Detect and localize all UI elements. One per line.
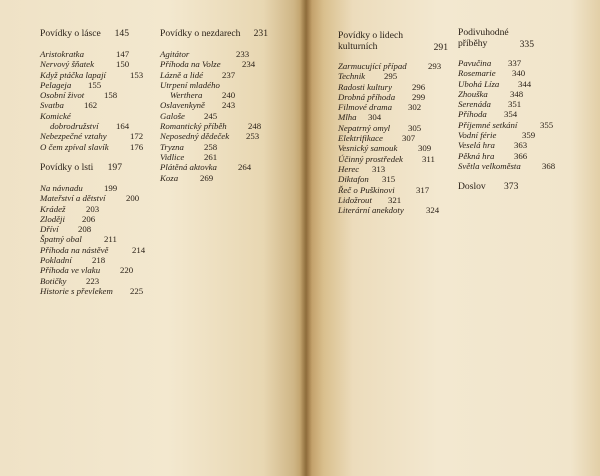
section-heading-failures [160, 28, 280, 39]
entry-page-number: 248 [248, 121, 262, 132]
toc-entry [338, 92, 468, 102]
entry-page-number: 324 [426, 205, 440, 216]
toc-entry [338, 133, 468, 143]
entry-title: Lidožrout [338, 194, 372, 205]
entry-page-number: 363 [514, 140, 528, 151]
section-title-continuation: příběhy [458, 38, 488, 49]
toc-entry [338, 61, 468, 71]
entry-title: Drobná příhoda [338, 91, 396, 102]
entry-title: Aristokratka [40, 49, 84, 59]
section-page-number: 335 [519, 39, 534, 50]
entry-page-number: 155 [88, 79, 102, 90]
entry-page-number: 368 [542, 160, 556, 171]
section-title: Povídky o lidech [338, 30, 404, 41]
entry-title: Zhouška [458, 88, 488, 99]
entry-page-number: 225 [130, 285, 144, 296]
entry-title: Komické [40, 110, 71, 121]
entry-title: Osobní život [40, 90, 85, 101]
section-heading-wonderful-stories [458, 27, 588, 51]
entry-page-number: 234 [242, 59, 256, 70]
entry-title: Příhoda na Volze [160, 59, 221, 70]
entry-page-number: 214 [132, 244, 146, 255]
entry-title: Řeč o Puškinovi [338, 184, 395, 195]
entry-title: Technik [338, 71, 366, 82]
toc-column-4 [458, 27, 588, 192]
entry-page-number: 307 [402, 133, 416, 144]
toc-entry [40, 265, 160, 275]
entry-page-number: 269 [200, 172, 214, 183]
entry-title: Pokladní [40, 255, 72, 266]
toc-entry [338, 195, 468, 205]
section-heading-cultured-people [338, 30, 468, 54]
entry-title: Filmové drama [338, 102, 392, 113]
entry-title-continuation: dobrodružství [50, 121, 99, 132]
entry-page-number: 264 [238, 162, 252, 173]
entry-page-number: 218 [92, 255, 106, 266]
toc-entry [40, 100, 160, 110]
entry-page-number: 311 [422, 153, 435, 164]
entry-title: Plátěná aktovka [160, 162, 217, 173]
section-title: Povídky o lsti [40, 161, 94, 173]
entry-title: Herec [338, 163, 360, 174]
toc-entry [40, 286, 160, 296]
entry-title: Příhoda na nástěvě [40, 244, 109, 255]
afterword-title: Doslov [458, 181, 486, 193]
entry-page-number: 237 [222, 69, 236, 80]
entry-page-number: 199 [104, 182, 118, 193]
entry-page-number: 206 [82, 213, 96, 224]
right-page [306, 0, 600, 476]
entry-title: Vodní férie [458, 130, 497, 141]
section-title: Povídky o nezdarech [160, 28, 241, 39]
entry-title: Rosemarie [458, 68, 496, 79]
toc-entry [40, 111, 160, 132]
section-page-number: 231 [253, 28, 268, 39]
toc-column-1 [40, 28, 160, 296]
toc-entry [40, 193, 160, 203]
entry-page-number: 313 [372, 163, 386, 174]
toc-entry [40, 131, 160, 141]
toc-entry [338, 82, 468, 92]
entry-list [338, 61, 468, 215]
entry-title: Vidlice [160, 151, 185, 162]
entry-page-number: 176 [130, 141, 144, 152]
toc-entry [40, 245, 160, 255]
entry-page-number: 164 [116, 121, 130, 132]
entry-page-number: 240 [222, 90, 236, 101]
entry-page-number: 245 [204, 110, 218, 121]
entry-title: Radosti kultury [338, 81, 392, 92]
toc-entry [458, 130, 588, 140]
entry-page-number: 147 [116, 49, 130, 59]
entry-page-number: 366 [514, 150, 528, 161]
entry-title: Elektrifikace [338, 133, 383, 144]
toc-entry [160, 49, 280, 59]
toc-entry [160, 59, 280, 69]
entry-page-number: 344 [518, 78, 532, 89]
toc-entry [40, 59, 160, 69]
toc-entry [338, 174, 468, 184]
section-page-number: 197 [107, 161, 122, 173]
toc-entry [458, 109, 588, 119]
entry-page-number: 296 [412, 81, 426, 92]
toc-entry [338, 205, 468, 215]
entry-title: Na návnadu [40, 182, 83, 193]
entry-page-number: 203 [86, 203, 100, 214]
entry-title: Mateřství a dětství [40, 193, 106, 204]
section-title: Podivuhodné [458, 27, 509, 38]
entry-page-number: 208 [78, 224, 92, 235]
entry-title: Galoše [160, 110, 185, 121]
section-heading-cunning-stories [40, 162, 160, 173]
entry-title: Pavučina [458, 58, 492, 68]
toc-entry [40, 80, 160, 90]
entry-title: Vesnický samouk [338, 143, 398, 154]
entry-page-number: 340 [512, 68, 526, 79]
entry-page-number: 172 [130, 131, 144, 142]
toc-entry [160, 121, 280, 131]
entry-page-number: 305 [408, 122, 422, 133]
entry-page-number: 162 [84, 100, 98, 111]
entry-page-number: 309 [418, 143, 432, 154]
section-page-number: 145 [114, 28, 129, 39]
entry-title: Příhoda [458, 109, 487, 120]
entry-title: Dříví [40, 224, 59, 235]
entry-page-number: 200 [126, 193, 140, 204]
section-page-number: 291 [433, 42, 448, 53]
section-title-continuation: kulturních [338, 41, 378, 52]
toc-entry [40, 234, 160, 244]
entry-title: Nervový šňatek [40, 59, 94, 70]
afterword-entry [458, 181, 588, 192]
entry-page-number: 354 [504, 109, 518, 120]
entry-page-number: 243 [222, 100, 236, 111]
entry-page-number: 253 [246, 131, 260, 142]
toc-entry [160, 131, 280, 141]
toc-entry [160, 70, 280, 80]
entry-title: Literární anekdoty [338, 205, 404, 216]
entry-title: Serenáda [458, 99, 491, 110]
toc-entry [160, 162, 280, 172]
entry-title: Utrpení mladého [160, 79, 220, 90]
entry-page-number: 261 [204, 151, 218, 162]
entry-title: Tryzna [160, 141, 184, 152]
entry-title: Koza [160, 172, 179, 183]
toc-entry [338, 143, 468, 153]
entry-title: Ubohá Líza [458, 78, 500, 89]
entry-page-number: 299 [412, 91, 426, 102]
toc-entry [338, 164, 468, 174]
entry-title: Účinný prostředek [338, 153, 403, 164]
toc-entry [160, 142, 280, 152]
toc-entry [40, 276, 160, 286]
entry-page-number: 302 [408, 102, 422, 113]
entry-page-number: 233 [236, 49, 250, 59]
entry-title: Diktafon [338, 174, 369, 185]
toc-entry [458, 99, 588, 109]
entry-page-number: 348 [510, 88, 524, 99]
toc-entry [160, 111, 280, 121]
toc-entry [160, 173, 280, 183]
entry-list [40, 183, 160, 296]
entry-page-number: 295 [384, 71, 398, 82]
toc-entry [40, 214, 160, 224]
toc-entry [458, 161, 588, 171]
toc-entry [40, 142, 160, 152]
entry-page-number: 158 [104, 90, 118, 101]
entry-title: Nepatrný omyl [338, 122, 391, 133]
entry-list [160, 49, 280, 183]
entry-page-number: 220 [120, 265, 134, 276]
entry-title: Veselá hra [458, 140, 495, 151]
entry-title: Pěkná hra [458, 150, 495, 161]
entry-page-number: 337 [508, 58, 522, 68]
toc-entry [458, 79, 588, 89]
entry-page-number: 355 [540, 119, 554, 130]
afterword-page-number: 373 [504, 181, 519, 193]
toc-entry [458, 151, 588, 161]
toc-entry [40, 224, 160, 234]
toc-column-3 [338, 30, 468, 215]
entry-title: Když ptáčka lapají [40, 69, 106, 80]
section-title: Povídky o lásce [40, 28, 101, 39]
entry-page-number: 321 [388, 194, 402, 205]
toc-entry [338, 71, 468, 81]
toc-entry [160, 152, 280, 162]
toc-entry [458, 140, 588, 150]
entry-list [40, 49, 160, 152]
toc-entry [40, 204, 160, 214]
section-heading-love-stories [40, 28, 160, 39]
entry-title: Zarmucující případ [338, 61, 407, 71]
entry-title: Špatný obal [40, 234, 82, 245]
toc-entry [160, 80, 280, 101]
toc-entry [40, 49, 160, 59]
entry-title: Příjemné setkání [458, 119, 518, 130]
toc-entry [40, 255, 160, 265]
toc-entry [40, 183, 160, 193]
entry-list [458, 58, 588, 171]
entry-title: Mlha [338, 112, 357, 123]
entry-page-number: 258 [204, 141, 218, 152]
toc-entry [458, 58, 588, 68]
entry-title: Zloději [40, 213, 65, 224]
entry-title: Agitátor [160, 49, 190, 59]
entry-page-number: 351 [508, 99, 522, 110]
entry-title: Romantický příběh [160, 121, 227, 132]
entry-title: Oslavenkyně [160, 100, 205, 111]
entry-title: Krádež [40, 203, 66, 214]
entry-page-number: 304 [368, 112, 382, 123]
entry-page-number: 293 [428, 61, 442, 71]
entry-title: Pelageja [40, 79, 72, 90]
toc-entry [338, 154, 468, 164]
toc-entry [338, 112, 468, 122]
entry-title: Lázně a lidé [160, 69, 204, 80]
toc-entry [160, 100, 280, 110]
toc-entry [458, 89, 588, 99]
toc-entry [338, 185, 468, 195]
book-gutter-shadow [300, 0, 312, 476]
entry-page-number: 211 [104, 234, 117, 245]
entry-title: Neposedný dědeček [160, 131, 230, 142]
toc-entry [40, 90, 160, 100]
entry-page-number: 315 [382, 174, 396, 185]
entry-page-number: 223 [86, 275, 100, 286]
entry-title-continuation: Werthera [170, 90, 203, 101]
toc-entry [40, 70, 160, 80]
entry-page-number: 153 [130, 69, 144, 80]
entry-title: O čem zpíval slavík [40, 141, 109, 152]
entry-title: Světla velkoměsta [458, 160, 521, 171]
entry-title: Nebezpečné vztahy [40, 131, 107, 142]
entry-page-number: 317 [416, 184, 430, 195]
entry-title: Botičky [40, 275, 67, 286]
entry-page-number: 150 [116, 59, 130, 70]
toc-entry [338, 102, 468, 112]
toc-column-2 [160, 28, 280, 183]
entry-title: Svatba [40, 100, 64, 111]
toc-entry [338, 123, 468, 133]
toc-entry [458, 120, 588, 130]
entry-title: Historie s převlekem [40, 285, 113, 296]
entry-title: Příhoda ve vlaku [40, 265, 101, 276]
entry-page-number: 359 [522, 130, 536, 141]
toc-entry [458, 68, 588, 78]
